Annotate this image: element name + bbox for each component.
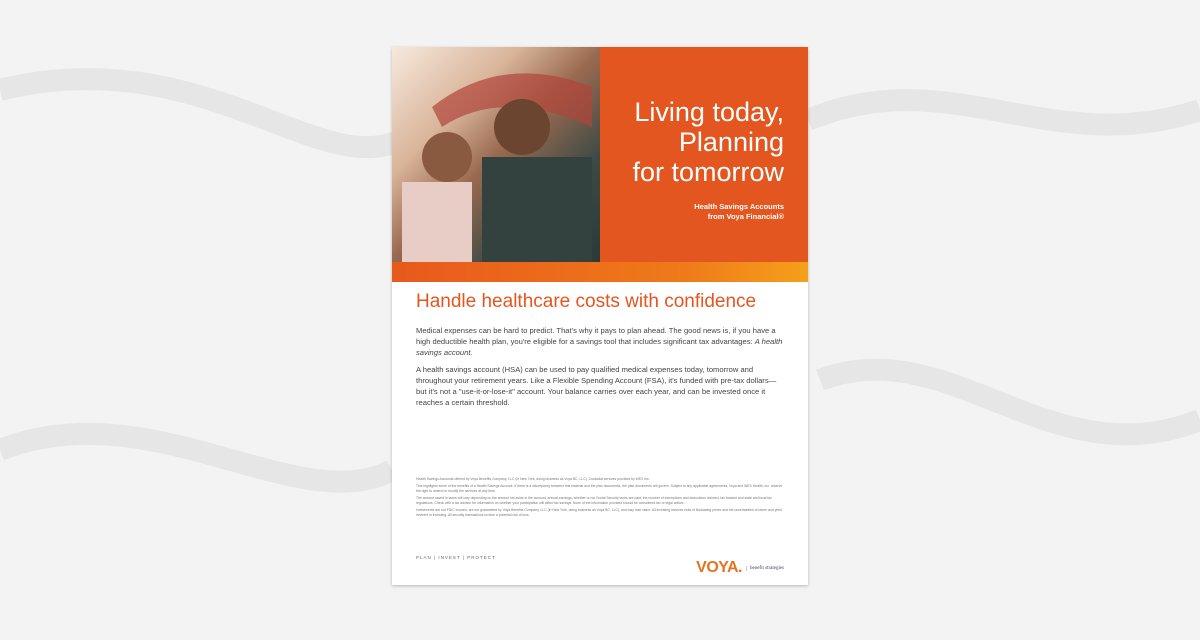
p1-text: Medical expenses can be hard to predict. That's why it pays to plan ahead. The good news is, if you have a high deductible health plan, you're eligible for a savings tool that includes significant tax advantages: (416, 326, 776, 346)
couple-photo (392, 47, 600, 262)
subtitle-line: Health Savings Accounts (694, 202, 784, 211)
title-line: Planning (678, 127, 784, 157)
p1-italic: A health savings account. (416, 337, 783, 357)
title-line: Living today, (634, 97, 784, 127)
fine-print (416, 477, 786, 520)
title-line: for tomorrow (632, 157, 784, 187)
body-paragraph (416, 325, 786, 358)
orange-divider-bar (392, 262, 808, 282)
logos (696, 559, 784, 577)
brochure-page (392, 47, 808, 585)
subtitle-line: from Voya Financial® (707, 212, 784, 221)
cover-subtitle (694, 202, 784, 222)
cover-title (632, 97, 784, 187)
disclaimer: Health Savings Accounts offered by Voya Benefits Company, LLC (in New York, doing business as Voya BC, LLC). Custodial services provided by WEX Inc. (416, 477, 650, 481)
tagline: PLAN | INVEST | PROTECT (416, 555, 496, 560)
section-heading: Handle healthcare costs with confidence (416, 291, 757, 312)
body-text (416, 325, 786, 414)
cover-panel (600, 47, 808, 262)
disclaimer: This highlights some of the benefits of a Health Savings Account. If there is a discrepancy between this material and the plan documents, the plan documents will govern. Subject to any applicable agreements, Voya and WEX Health, Inc. reserve the right to amend or modify the services at any time. (416, 484, 783, 493)
benefit-strategies-logo: benefit strategies (746, 566, 784, 571)
voya-logo: VOYA. (696, 559, 742, 576)
disclaimer: Investments are not FDIC insured, are not guaranteed by Voya Benefits Company, LLC (in New York, doing business as Voya BC, LLC), and may lose value. All investing involves risks of fluctuating prices and the uncertainties of return and yield inherent in investing. All security transactions involve a potential risk of loss. (416, 508, 782, 517)
body-paragraph: A health savings account (HSA) can be used to pay qualified medical expenses today, tomorrow and throughout your retirement years. Like a Flexible Spending Account (FSA), it's funded with pre-tax dollars—but it's not a "use-it-or-lose-it" account. Your balance carries over each year, and can be invested once it reaches a certain threshold. (416, 365, 777, 407)
disclaimer: The amount saved in taxes will vary depending on the amount set aside in the account, annual earnings, whether or not Social Security taxes are paid, the number of exemptions and deductions claimed, tax bracket and state and local tax regulations. Check with a tax advisor for information on whether your participation will affect tax savings. None of the information provided should be considered tax or legal advice. (416, 496, 772, 505)
